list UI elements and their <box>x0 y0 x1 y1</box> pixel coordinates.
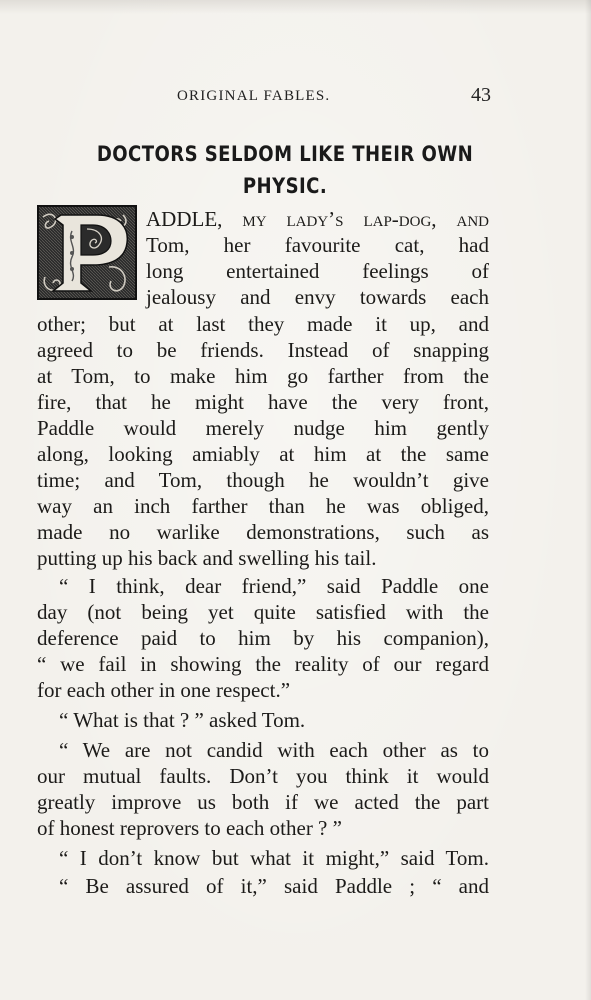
scan-shadow-top <box>0 0 591 14</box>
text-line-17: deference paid to him by his companion), <box>37 626 489 650</box>
text-line-20: “ What is that ? ” asked Tom. <box>59 708 306 732</box>
chapter-title-line-2: PHYSIC. <box>242 174 328 198</box>
text-line-26: “ Be assured of it,” said Paddle ; “ and <box>59 874 489 898</box>
text-line-22: our mutual faults. Don’t you think it would <box>37 764 489 788</box>
running-header: ORIGINAL FABLES. <box>177 88 331 104</box>
text-line-23: greatly improve us both if we acted the part <box>37 790 489 814</box>
text-line-11: time; and Tom, though he wouldn’t give <box>37 468 489 492</box>
chapter-title-line-1: DOCTORS SELDOM LIKE THEIR OWN <box>96 142 474 166</box>
page-number: 43 <box>471 84 491 106</box>
text-line-9: Paddle would merely nudge him gently <box>37 416 489 440</box>
ornate-dropcap-p <box>37 205 137 300</box>
text-line-14: putting up his back and swelling his tail. <box>37 546 377 570</box>
text-line-6: agreed to be friends. Instead of snapping <box>37 338 489 362</box>
text-line-25: “ I don’t know but what it might,” said Tom. <box>59 846 489 870</box>
text-line-7: at Tom, to make him go farther from the <box>37 364 489 388</box>
text-line-3: long entertained feelings of <box>146 259 489 283</box>
text-line-16: day (not being yet quite satisfied with the <box>37 600 489 624</box>
text-line-1 <box>146 206 489 232</box>
text-line-19: for each other in one respect.” <box>37 678 291 702</box>
text-line-21: “ We are not candid with each other as to <box>59 738 489 762</box>
text-line-5: other; but at last they made it up, and <box>37 312 489 336</box>
text-line-1-content: ADDLE, my lady’s lap-dog, and <box>146 207 489 231</box>
text-line-10: along, looking amiably at him at the same <box>37 442 489 466</box>
text-line-2: Tom, her favourite cat, had <box>146 233 489 257</box>
text-line-13: made no warlike demonstrations, such as <box>37 520 489 544</box>
text-line-4: jealousy and envy towards each <box>146 285 489 309</box>
text-line-24: of honest reprovers to each other ? ” <box>37 816 342 840</box>
text-line-8: fire, that he might have the very front, <box>37 390 489 414</box>
text-line-15: “ I think, dear friend,” said Paddle one <box>59 574 489 598</box>
scan-shadow-edge <box>585 0 591 1000</box>
text-line-12: way an inch farther than he was obliged, <box>37 494 489 518</box>
text-line-18: “ we fail in showing the reality of our regard <box>37 652 489 676</box>
